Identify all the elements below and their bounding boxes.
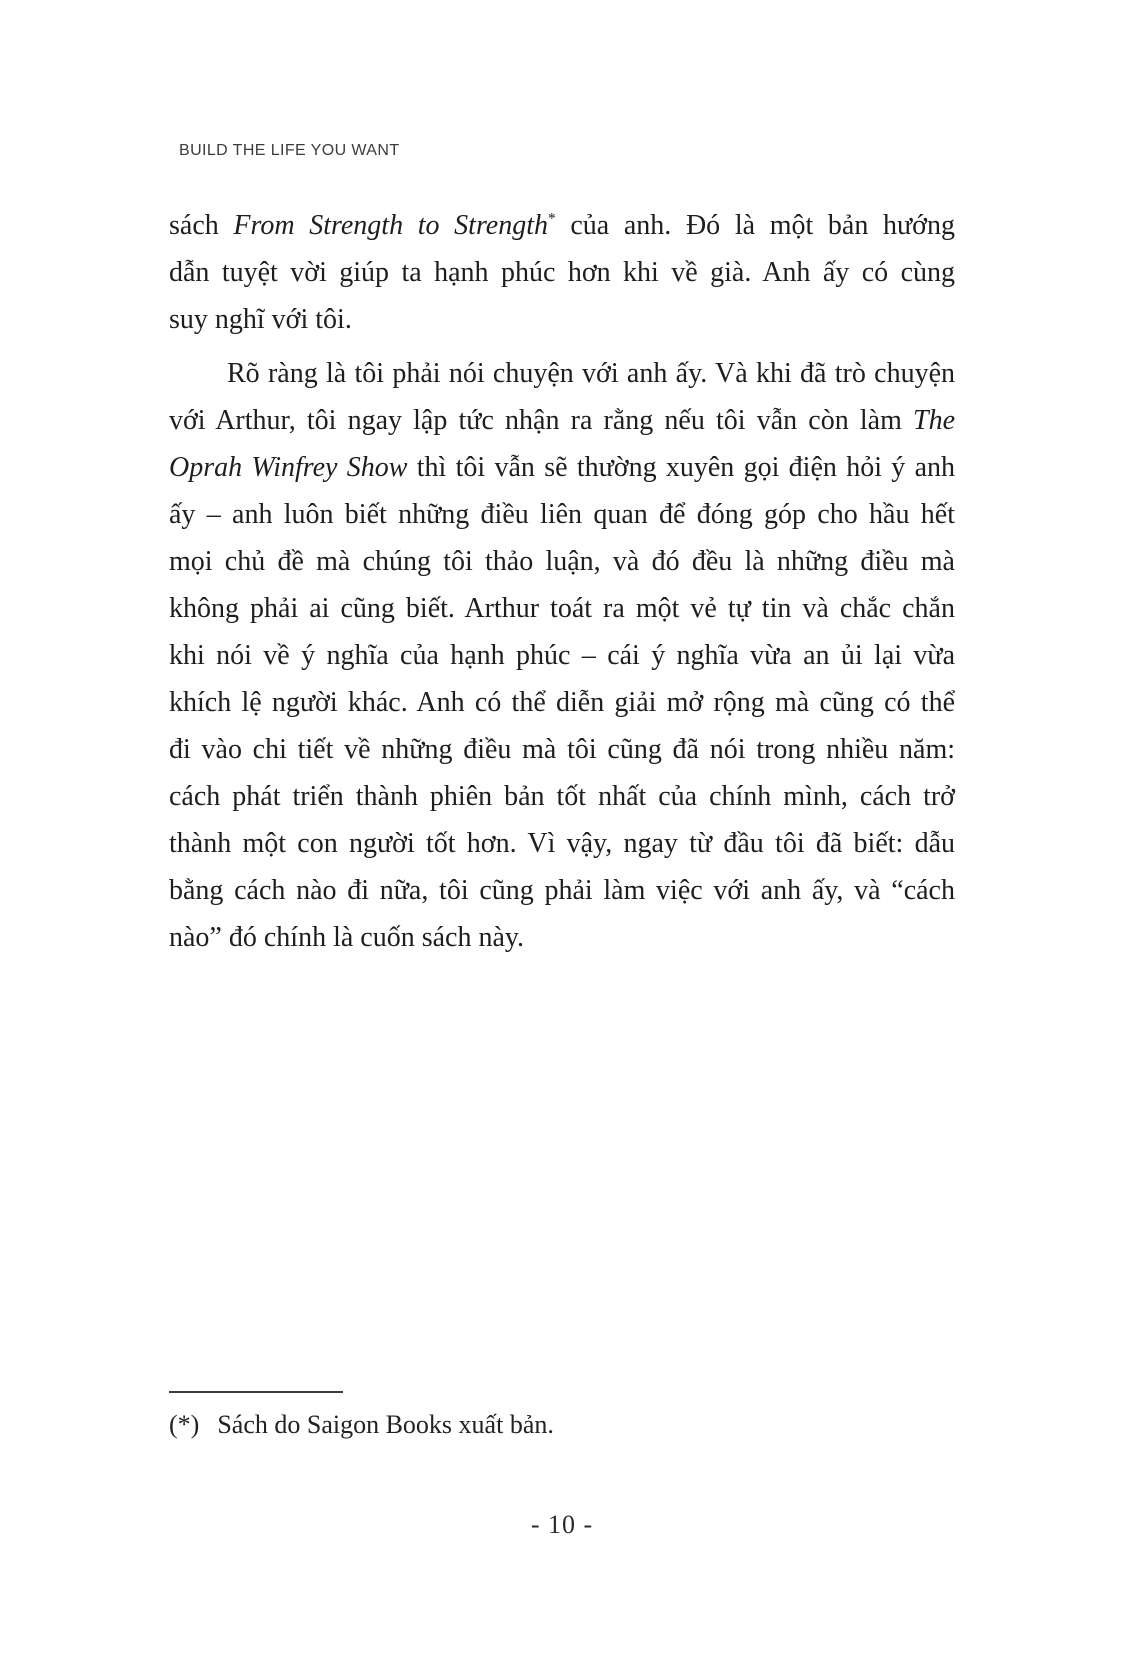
footnote-divider	[169, 1391, 343, 1393]
text-line: với Arthur, tôi ngay lập tức nhận ra rằng nếu tôi vẫn còn làm The	[169, 405, 955, 436]
text-line: sách From Strength to Strength* của anh. Đó là một bản hướng	[169, 210, 955, 241]
text-line: suy nghĩ với tôi.	[169, 304, 352, 335]
text-line: dẫn tuyệt vời giúp ta hạnh phúc hơn khi về già. Anh ấy có cùng	[169, 257, 955, 288]
footnote-line	[169, 1407, 554, 1443]
running-header: BUILD THE LIFE YOU WANT	[179, 142, 400, 159]
text-line: khi nói về ý nghĩa của hạnh phúc – cái ý nghĩa vừa an ủi lại vừa	[169, 640, 955, 671]
footnote-area	[169, 1391, 554, 1443]
paragraph	[169, 350, 955, 961]
text-line: ấy – anh luôn biết những điều liên quan để đóng góp cho hầu hết	[169, 499, 955, 530]
footnote-marker: (*)	[169, 1410, 200, 1439]
text-line: không phải ai cũng biết. Arthur toát ra một vẻ tự tin và chắc chắn	[169, 593, 955, 624]
text-line: mọi chủ đề mà chúng tôi thảo luận, và đó đều là những điều mà	[169, 546, 955, 577]
footnote-text: Sách do Saigon Books xuất bản.	[217, 1410, 554, 1439]
text-line: cách phát triển thành phiên bản tốt nhất của chính mình, cách trở	[169, 781, 955, 812]
text-line: Rõ ràng là tôi phải nói chuyện với anh ấy. Và khi đã trò chuyện	[227, 358, 955, 389]
body-text	[169, 202, 955, 961]
text-line: thành một con người tốt hơn. Vì vậy, ngay từ đầu tôi đã biết: dẫu	[169, 828, 955, 859]
text-line: nào” đó chính là cuốn sách này.	[169, 922, 525, 953]
text-line: bằng cách nào đi nữa, tôi cũng phải làm việc với anh ấy, và “cách	[169, 875, 955, 906]
text-line: Oprah Winfrey Show thì tôi vẫn sẽ thường xuyên gọi điện hỏi ý anh	[169, 452, 955, 483]
text-line: đi vào chi tiết về những điều mà tôi cũng đã nói trong nhiều năm:	[169, 734, 955, 765]
text-line: khích lệ người khác. Anh có thể diễn giải mở rộng mà cũng có thể	[169, 687, 955, 718]
paragraph	[169, 202, 955, 343]
page-number: - 10 -	[530, 1510, 594, 1539]
